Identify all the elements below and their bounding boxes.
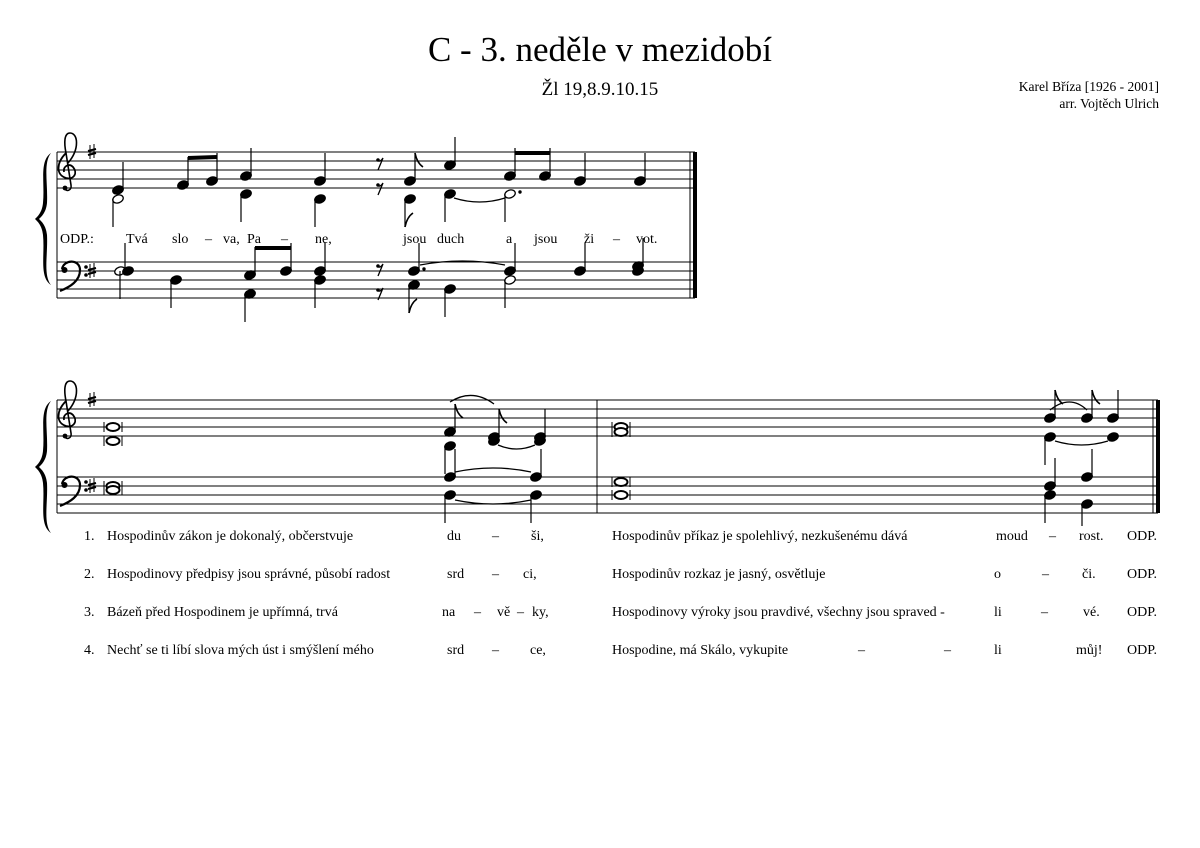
verse-first-half-syllable: ce, bbox=[530, 643, 546, 658]
verse-first-half-syllable: – bbox=[492, 529, 499, 544]
verse-first-half-syllable: vě bbox=[497, 605, 511, 620]
verse-first-half: Hospodinův zákon je dokonalý, občerstvuje bbox=[107, 529, 354, 544]
verse-first-half-syllable: srd bbox=[447, 643, 465, 658]
verse-second-half: Hospodinovy výroky jsou pravdivé, všechny jsou spraved - bbox=[612, 605, 945, 620]
bass-clef bbox=[60, 477, 88, 506]
verse-first-half-syllable: – bbox=[517, 605, 524, 620]
refrain-syllable: Pa bbox=[247, 232, 261, 247]
refrain-syllable: ži bbox=[584, 232, 595, 247]
refrain-syllable: a bbox=[506, 232, 513, 247]
verse-first-half-syllable: – bbox=[492, 643, 499, 658]
note-flag bbox=[455, 404, 463, 418]
verse-second-half-syllable: vé. bbox=[1083, 605, 1100, 620]
verse-number: 4. bbox=[84, 643, 95, 658]
verse-second-half-syllable: moud bbox=[996, 529, 1028, 544]
verse-first-half-syllable: ši, bbox=[531, 529, 544, 544]
refrain-syllable: jsou bbox=[403, 232, 427, 247]
verse-second-half-syllable: či. bbox=[1082, 567, 1096, 582]
note-flag bbox=[1092, 390, 1100, 404]
eighth-rest-dot bbox=[376, 158, 380, 162]
treble-clef bbox=[59, 381, 77, 438]
refrain-syllable: duch bbox=[437, 232, 465, 247]
verse-first-half-syllable: – bbox=[474, 605, 481, 620]
note-flag bbox=[405, 213, 413, 227]
verse-second-half-syllable: můj! bbox=[1076, 643, 1103, 658]
tie bbox=[455, 500, 531, 504]
quarter-note-head bbox=[1107, 431, 1120, 442]
refrain-syllable: – bbox=[205, 232, 212, 247]
psalm-tone-system bbox=[35, 381, 1160, 533]
verse-number: 3. bbox=[84, 605, 95, 620]
final-bar-line bbox=[1156, 400, 1160, 513]
note-flag bbox=[499, 409, 507, 423]
eighth-rest-dot bbox=[376, 264, 380, 268]
verse-second-half-syllable: – bbox=[1042, 567, 1049, 582]
verse-response-cue: ODP. bbox=[1127, 529, 1157, 544]
psalm-reference: Žl 19,8.9.10.15 bbox=[541, 79, 659, 100]
tie bbox=[1055, 441, 1108, 445]
final-bar-line bbox=[693, 152, 697, 298]
grand-staff-brace bbox=[35, 401, 51, 533]
verse-number: 2. bbox=[84, 567, 95, 582]
composer-credit: Karel Bříza [1926 - 2001] bbox=[1018, 79, 1159, 94]
breve-note-head bbox=[107, 437, 120, 445]
refrain-syllable: slo bbox=[172, 232, 189, 247]
augmentation-dot bbox=[422, 267, 425, 270]
verse-second-half-syllable: – bbox=[944, 643, 951, 658]
breve-note-head bbox=[615, 478, 628, 486]
breve-note-head bbox=[107, 423, 120, 431]
refrain-syllable: – bbox=[281, 232, 288, 247]
tie bbox=[455, 468, 531, 472]
grand-staff-brace bbox=[35, 153, 51, 285]
verse-first-half-syllable: ky, bbox=[532, 605, 549, 620]
verse-second-half-syllable: li bbox=[994, 643, 1002, 658]
note-flag bbox=[415, 153, 423, 167]
verse-response-cue: ODP. bbox=[1127, 605, 1157, 620]
bass-clef bbox=[60, 262, 88, 291]
treble-clef bbox=[59, 133, 77, 190]
note-flag bbox=[409, 299, 417, 313]
verse-second-half: Hospodine, má Skálo, vykupite bbox=[612, 643, 789, 658]
refrain-label: ODP.: bbox=[60, 232, 94, 247]
refrain-syllable: ne, bbox=[315, 232, 332, 247]
refrain-syllable: – bbox=[613, 232, 620, 247]
verse-response-cue: ODP. bbox=[1127, 643, 1157, 658]
augmentation-dot bbox=[518, 190, 521, 193]
refrain-system bbox=[35, 133, 697, 322]
verse-first-half-syllable: ci, bbox=[523, 567, 537, 582]
verse-second-half-syllable: – bbox=[1041, 605, 1048, 620]
verse-first-half-syllable: – bbox=[492, 567, 499, 582]
eighth-rest-dot bbox=[376, 183, 380, 187]
tie bbox=[454, 198, 505, 202]
breve-note-head bbox=[615, 491, 628, 499]
verse-number: 1. bbox=[84, 529, 95, 544]
tie bbox=[498, 445, 535, 449]
arranger-credit: arr. Vojtěch Ulrich bbox=[1059, 96, 1159, 111]
page-title: C - 3. neděle v mezidobí bbox=[427, 30, 773, 69]
verse-first-half-syllable: srd bbox=[447, 567, 465, 582]
refrain-syllable: vot. bbox=[636, 232, 658, 247]
breve-note-head bbox=[107, 486, 120, 494]
verse-second-half-syllable: – bbox=[858, 643, 865, 658]
verse-first-half-syllable: na bbox=[442, 605, 456, 620]
verse-first-half: Hospodinovy předpisy jsou správné, působí radost bbox=[107, 567, 391, 582]
refrain-syllable: jsou bbox=[534, 232, 558, 247]
verse-first-half: Nechť se ti líbí slova mých úst i smýšlení mého bbox=[107, 643, 374, 658]
verse-second-half: Hospodinův příkaz je spolehlivý, nezkušenému dává bbox=[612, 529, 908, 544]
verse-second-half: Hospodinův rozkaz je jasný, osvětluje bbox=[612, 567, 826, 582]
beam bbox=[188, 157, 217, 158]
eighth-rest-dot bbox=[376, 288, 380, 292]
refrain-syllable: va, bbox=[223, 232, 240, 247]
verse-second-half-syllable: rost. bbox=[1079, 529, 1104, 544]
verse-second-half-syllable: – bbox=[1049, 529, 1056, 544]
verse-second-half-syllable: li bbox=[994, 605, 1002, 620]
verse-first-half: Bázeň před Hospodinem je upřímná, trvá bbox=[107, 605, 338, 620]
verse-first-half-syllable: du bbox=[447, 529, 461, 544]
refrain-syllable: Tvá bbox=[126, 232, 148, 247]
note-flag bbox=[1055, 390, 1063, 404]
breve-note-head bbox=[615, 428, 628, 436]
verse-response-cue: ODP. bbox=[1127, 567, 1157, 582]
verse-second-half-syllable: o bbox=[994, 567, 1001, 582]
